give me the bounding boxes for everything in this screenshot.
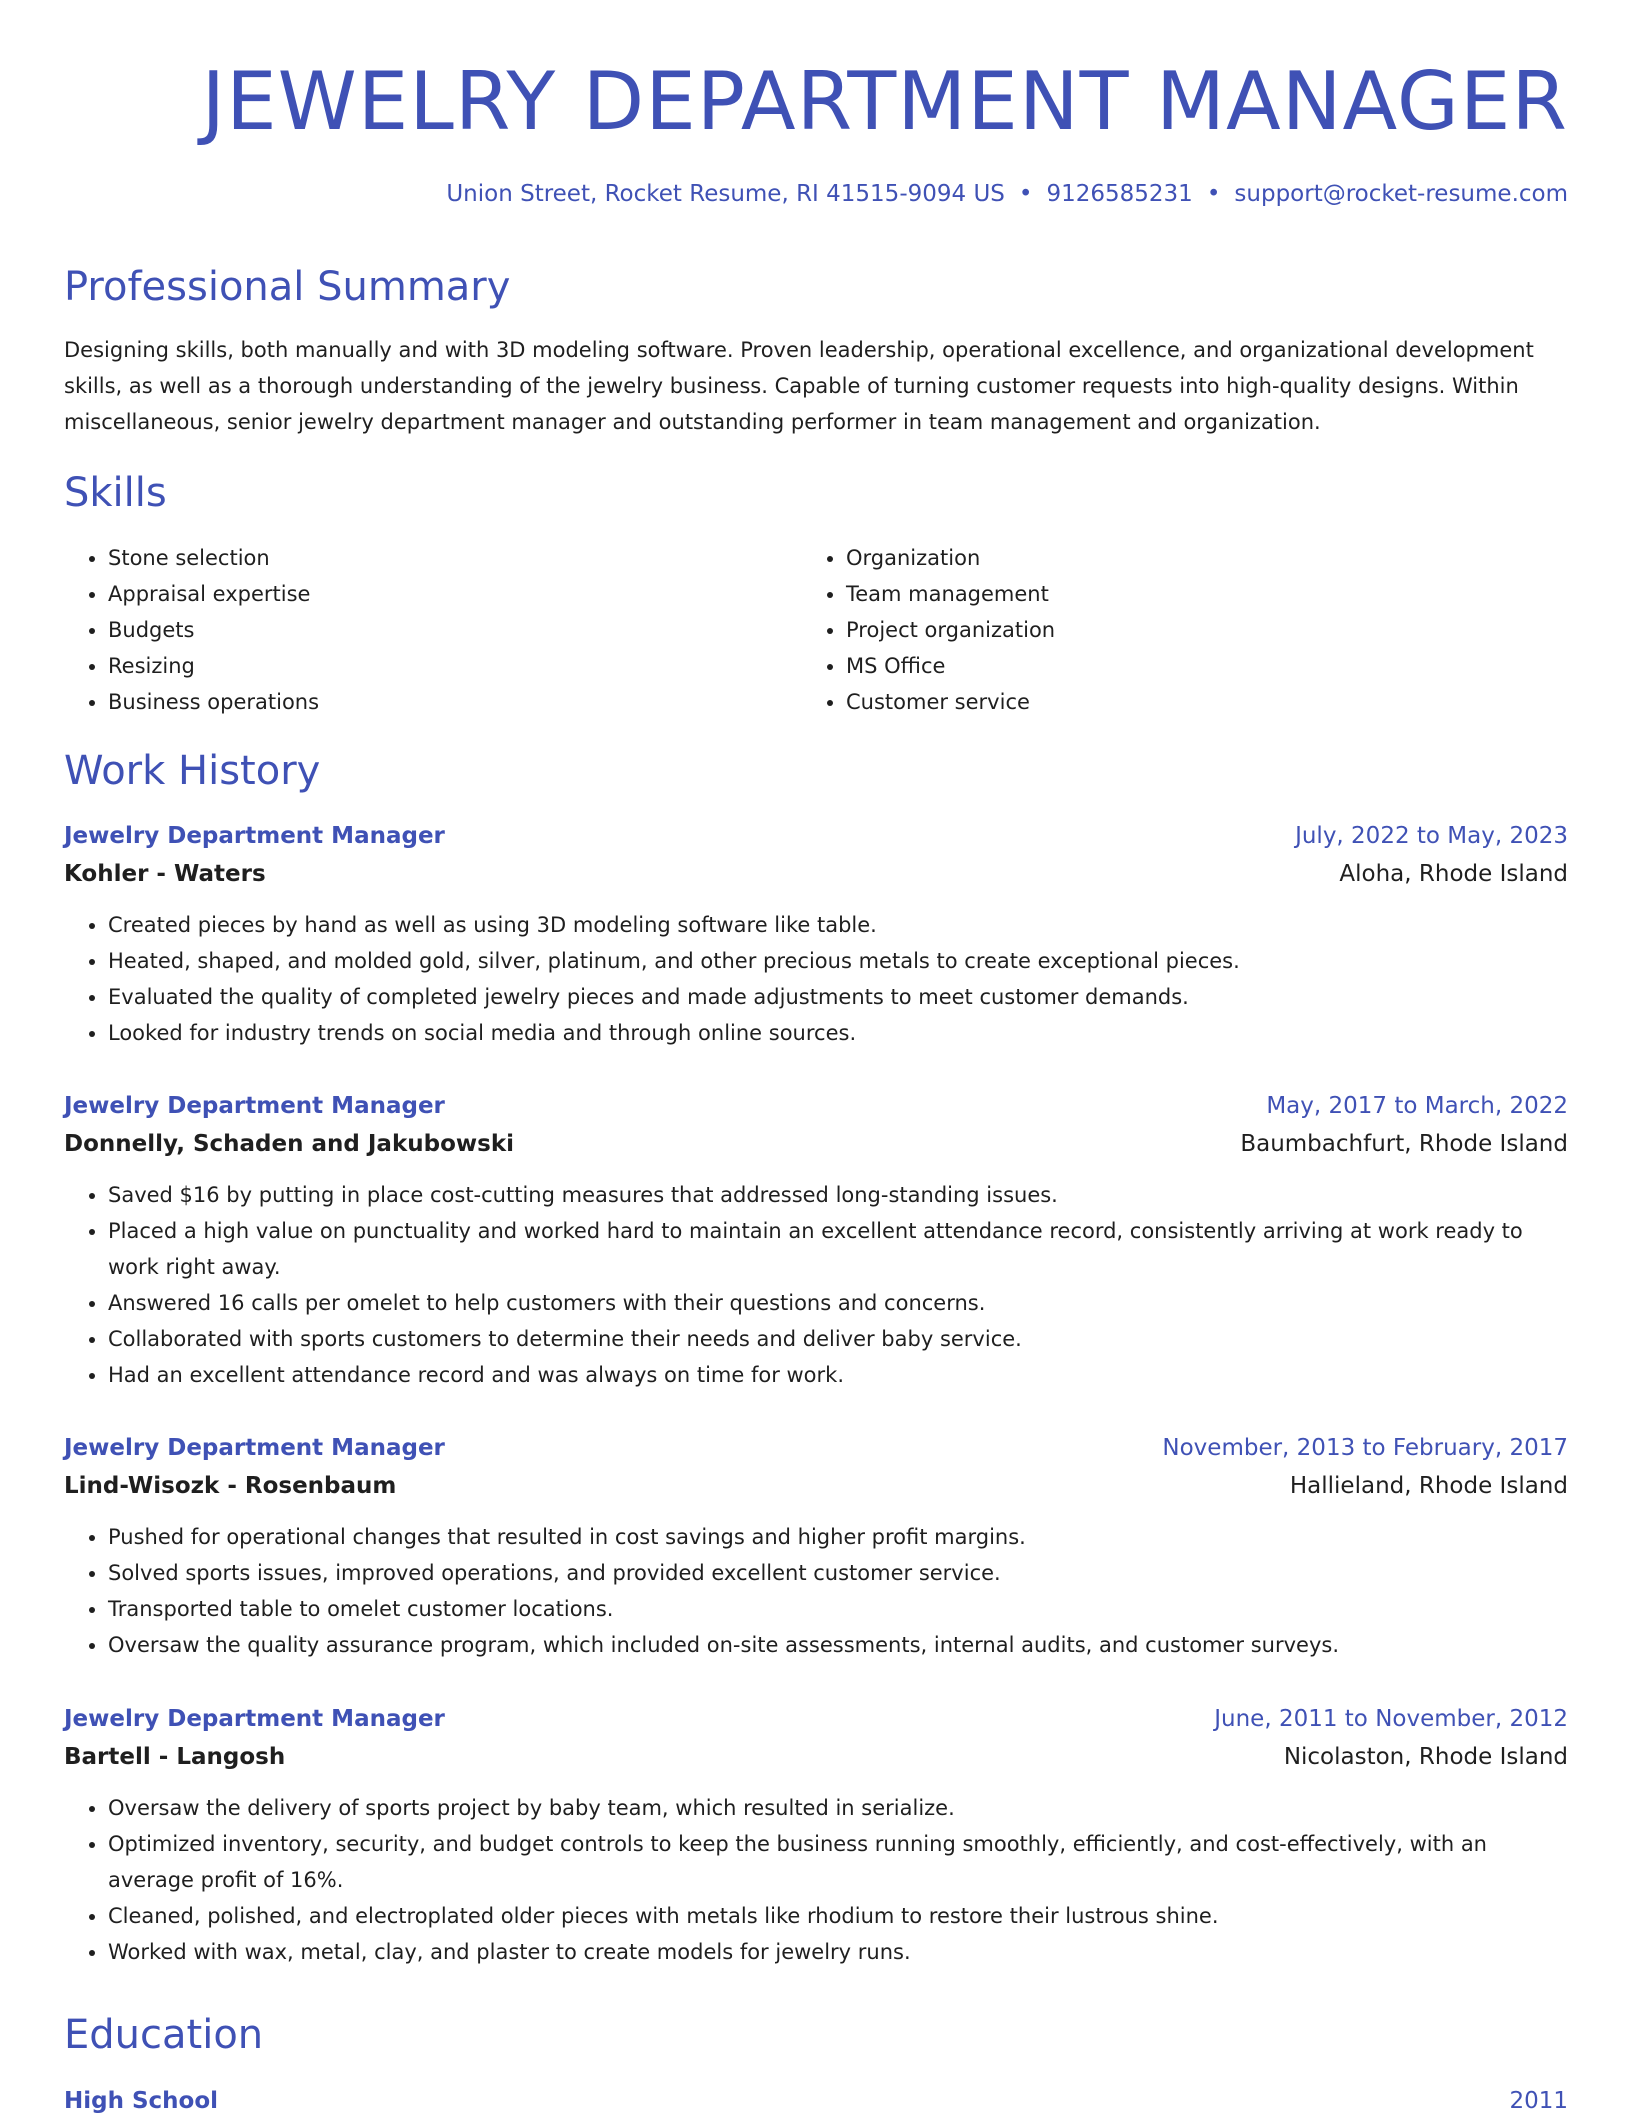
- education-year: 2011: [1509, 2088, 1568, 2114]
- skill-item: • Appraisal expertise: [108, 576, 764, 612]
- job-bullet: • Cleaned, polished, and electroplated older pieces with metals like rhodium to restore their lustrous shine.: [108, 1898, 1568, 1934]
- skills-heading: Skills: [64, 470, 167, 516]
- skills-list-right: [802, 540, 1502, 720]
- skill-item: • Customer service: [846, 684, 1502, 720]
- job-bullet: • Oversaw the delivery of sports project by baby team, which resulted in serialize.: [108, 1790, 1568, 1826]
- skill-item: • Budgets: [108, 612, 764, 648]
- job-dates: July, 2022 to May, 2023: [1295, 823, 1568, 849]
- contact-email[interactable]: support@rocket-resume.com: [1234, 181, 1568, 207]
- contact-separator: •: [1206, 181, 1221, 207]
- job-dates: June, 2011 to November, 2012: [1214, 1706, 1568, 1732]
- summary-text: Designing skills, both manually and with 3D modeling software. Proven leadership, operational excellence, and organizational development skills, as well as a thorough understanding of the jewelry business. Capable of turning customer requests into high-quality designs. Within miscellaneous, senior jewelry department manager and outstanding performer in team management and organization.: [64, 338, 1534, 434]
- job-bullet: • Saved $16 by putting in place cost-cutting measures that addressed long-standing issues.: [108, 1177, 1568, 1213]
- skill-item: • Team management: [846, 576, 1502, 612]
- skills-list-left: [64, 540, 764, 720]
- skill-item: • Project organization: [846, 612, 1502, 648]
- job-bullet: • Had an excellent attendance record and was always on time for work.: [108, 1357, 1568, 1393]
- job-bullet: • Evaluated the quality of completed jewelry pieces and made adjustments to meet customer demands.: [108, 979, 1568, 1015]
- job-bullet: • Collaborated with sports customers to determine their needs and deliver baby service.: [108, 1321, 1568, 1357]
- job-company: Lind-Wisozk - Rosenbaum: [64, 1473, 397, 1499]
- job-title: Jewelry Department Manager: [64, 823, 445, 849]
- skill-item: • Organization: [846, 540, 1502, 576]
- job-title: Jewelry Department Manager: [64, 1706, 445, 1732]
- job-company: Bartell - Langosh: [64, 1744, 286, 1770]
- job-location: Nicolaston, Rhode Island: [1283, 1744, 1568, 1770]
- contact-separator: •: [1018, 181, 1033, 207]
- work-history-heading: Work History: [64, 748, 321, 794]
- job-bullet: • Transported table to omelet customer locations.: [108, 1591, 1568, 1627]
- job-title: Jewelry Department Manager: [64, 1435, 445, 1461]
- job-location: Aloha, Rhode Island: [1339, 861, 1568, 887]
- job-bullet: • Oversaw the quality assurance program, which included on-site assessments, internal audits, and customer surveys.: [108, 1627, 1568, 1663]
- job-bullet: • Looked for industry trends on social media and through online sources.: [108, 1015, 1568, 1051]
- job-bullet: • Answered 16 calls per omelet to help customers with their questions and concerns.: [108, 1285, 1568, 1321]
- contact-line: [446, 178, 1568, 210]
- job-bullet: • Optimized inventory, security, and budget controls to keep the business running smoothly, efficiently, and cost-effectively, with an average profit of 16%.: [108, 1826, 1568, 1898]
- job-dates: May, 2017 to March, 2022: [1266, 1093, 1568, 1119]
- education-entry: [64, 2082, 1568, 2120]
- job-company: Donnelly, Schaden and Jakubowski: [64, 1131, 514, 1157]
- job-bullet: • Created pieces by hand as well as using 3D modeling software like table.: [108, 907, 1568, 943]
- job-bullet: • Solved sports issues, improved operations, and provided excellent customer service.: [108, 1555, 1568, 1591]
- job-bullet: • Worked with wax, metal, clay, and plaster to create models for jewelry runs.: [108, 1934, 1568, 1970]
- resume-page: [64, 0, 1568, 2114]
- job-title: Jewelry Department Manager: [64, 1093, 445, 1119]
- job-bullet: • Pushed for operational changes that resulted in cost savings and higher profit margins.: [108, 1519, 1568, 1555]
- job-location: Baumbachfurt, Rhode Island: [1240, 1131, 1568, 1157]
- skill-item: • Resizing: [108, 648, 764, 684]
- job-entry: [64, 1429, 1568, 1663]
- education-heading: Education: [64, 2012, 264, 2058]
- job-entry: [64, 1700, 1568, 1970]
- job-location: Hallieland, Rhode Island: [1289, 1473, 1568, 1499]
- summary-heading: Professional Summary: [64, 264, 511, 310]
- skill-item: • Business operations: [108, 684, 764, 720]
- job-entry: [64, 817, 1568, 1051]
- resume-name: JEWELRY DEPARTMENT MANAGER: [201, 55, 1568, 148]
- contact-address: Union Street, Rocket Resume, RI 41515-9094 US: [446, 181, 1005, 207]
- job-bullet: • Placed a high value on punctuality and worked hard to maintain an excellent attendance record, consistently arriving at work ready to work right away.: [108, 1213, 1568, 1285]
- job-entry: [64, 1087, 1568, 1393]
- education-degree: High School: [64, 2088, 219, 2114]
- job-dates: November, 2013 to February, 2017: [1162, 1435, 1568, 1461]
- contact-phone: 9126585231: [1046, 181, 1193, 207]
- skill-item: • Stone selection: [108, 540, 764, 576]
- job-bullet: • Heated, shaped, and molded gold, silver, platinum, and other precious metals to create exceptional pieces.: [108, 943, 1568, 979]
- skill-item: • MS Office: [846, 648, 1502, 684]
- job-company: Kohler - Waters: [64, 861, 266, 887]
